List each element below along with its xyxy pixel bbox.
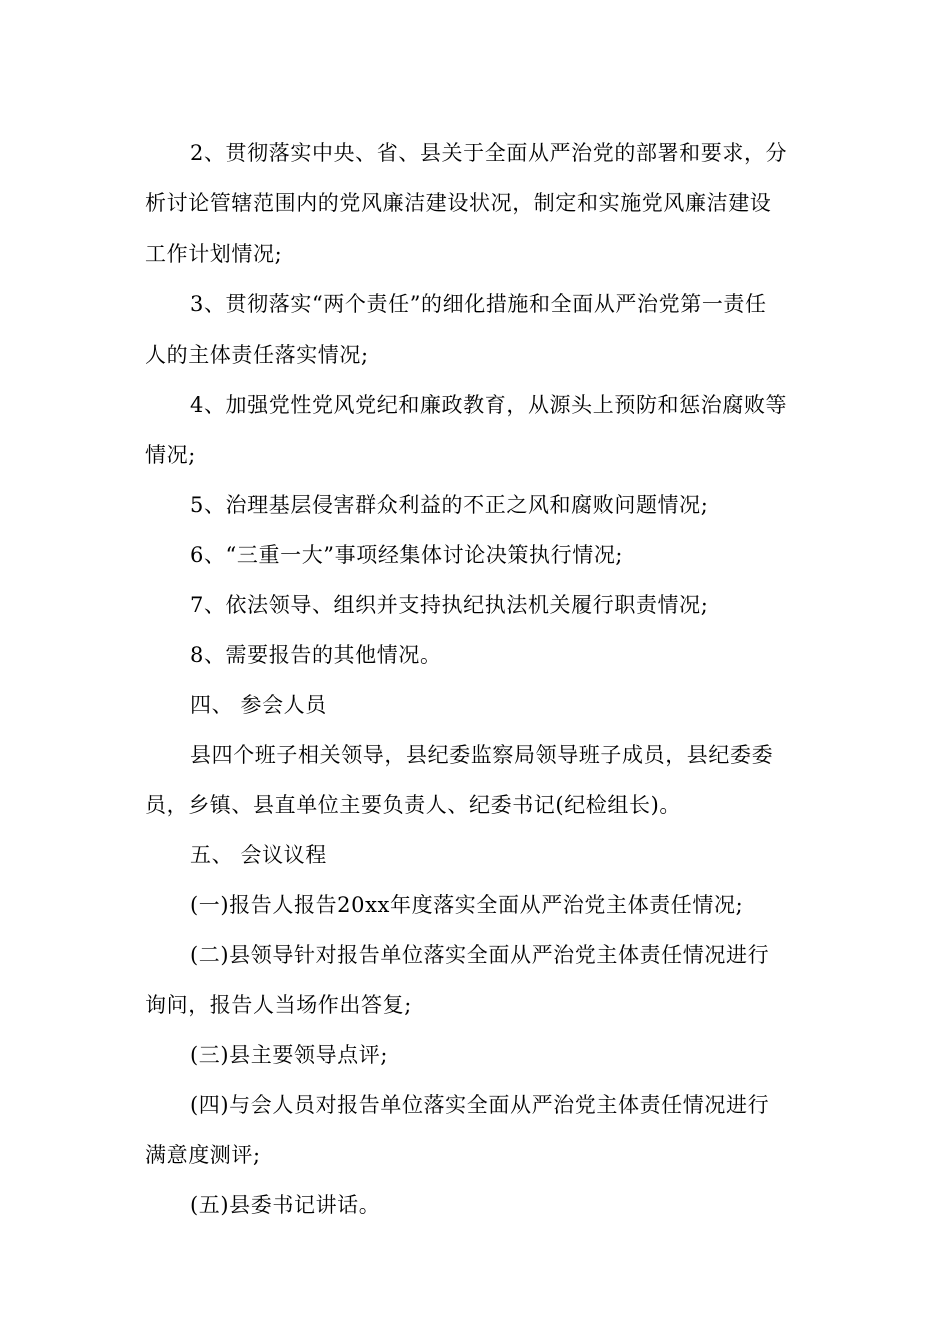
paragraph-line: 县四个班子相关领导，县纪委监察局领导班子成员，县纪委委 [190,743,774,767]
section-heading: 四、 参会人员 [190,693,327,717]
paragraph-line: (五)县委书记讲话。 [190,1193,381,1217]
paragraph-line: 析讨论管辖范围内的党风廉洁建设状况，制定和实施党风廉洁建设 [145,191,772,215]
paragraph-line: 情况; [145,443,196,467]
paragraph-line: (三)县主要领导点评; [190,1043,389,1067]
paragraph-line: 6、“三重一大”事项经集体讨论决策执行情况; [190,543,624,567]
paragraph-line: 2、贯彻落实中央、省、县关于全面从严治党的部署和要求，分 [190,141,788,165]
section-heading: 五、 会议议程 [190,843,327,867]
paragraph-line: 询问，报告人当场作出答复; [145,993,412,1017]
paragraph-line: 员，乡镇、县直单位主要负责人、纪委书记(纪检组长)。 [145,793,681,817]
paragraph-line: (二)县领导针对报告单位落实全面从严治党主体责任情况进行 [190,943,770,967]
paragraph-line: 3、贯彻落实“两个责任”的细化措施和全面从严治党第一责任 [190,292,767,316]
paragraph-line: 7、依法领导、组织并支持执纪执法机关履行职责情况; [190,593,709,617]
paragraph-line: 满意度测评; [145,1143,261,1167]
paragraph-line: 4、加强党性党风党纪和廉政教育，从源头上预防和惩治腐败等 [190,393,788,417]
paragraph-line: (一)报告人报告20xx年度落实全面从严治党主体责任情况; [190,893,744,917]
paragraph-line: (四)与会人员对报告单位落实全面从严治党主体责任情况进行 [190,1093,770,1117]
paragraph-line: 人的主体责任落实情况; [145,343,369,367]
paragraph-line: 5、治理基层侵害群众利益的不正之风和腐败问题情况; [190,493,709,517]
paragraph-line: 工作计划情况; [145,242,283,266]
paragraph-line: 8、需要报告的其他情况。 [190,643,442,667]
